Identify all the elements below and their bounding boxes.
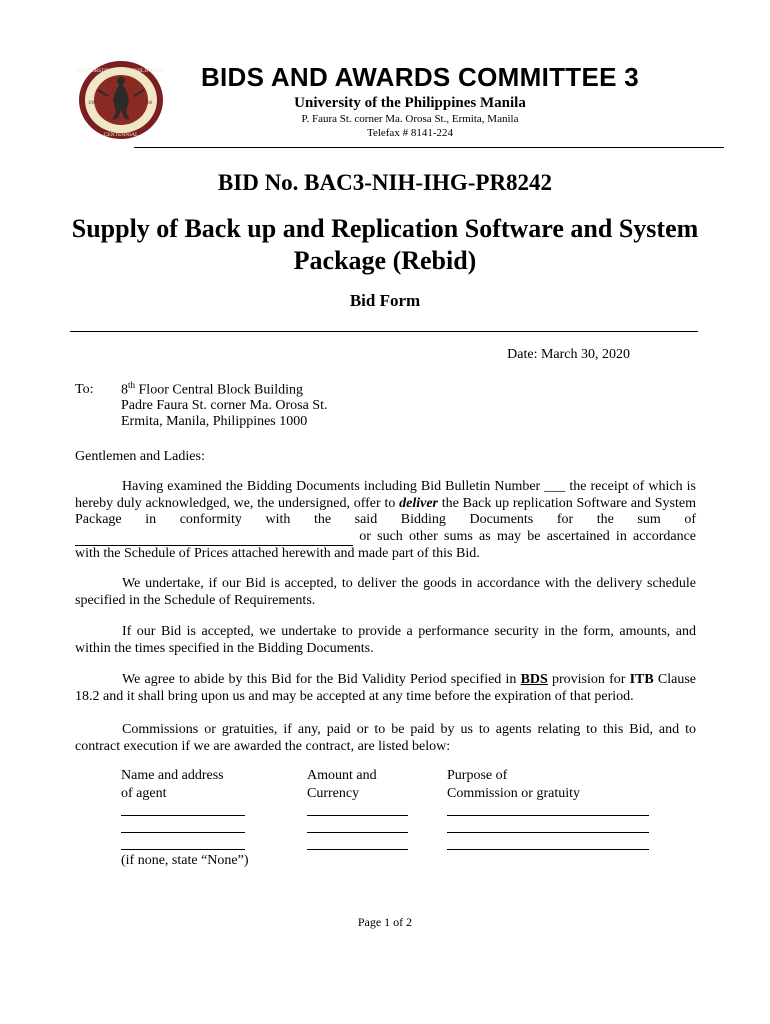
university-name: University of the Philippines Manila [294, 95, 526, 111]
document-date: Date: March 30, 2020 [507, 347, 630, 362]
seal-bottom-text: CENTENNIAL [103, 132, 139, 138]
seal-year-left: 1908 [88, 101, 98, 106]
paragraph-offer: Having examined the Bidding Documents including Bid Bulletin Number ___ the receipt of which is hereby duly acknowledged, we, the undersigned, offer to deliver the Back up replication Software and System Package in conformity with the said Bidding Documents for the sum of or such other sums as may be ascertained in accordance with the Schedule of Prices attached herewith and made part of this Bid. [75, 479, 697, 562]
purpose-blank-2[interactable] [447, 832, 649, 833]
address-line-1: 8th Floor Central Block Building [121, 380, 304, 398]
none-note: (if none, state “None”) [121, 853, 249, 868]
bid-number: BID No. BAC3-NIH-IHG-PR8242 [217, 170, 553, 195]
salutation: Gentlemen and Ladies: [75, 449, 205, 464]
paragraph-performance-security: If our Bid is accepted, we undertake to provide a performance security in the form, amounts, and within the times specified in the Bidding Documents. [75, 624, 696, 656]
title-divider [70, 331, 698, 332]
amount-blank-2[interactable] [307, 832, 408, 833]
header-divider [134, 147, 724, 148]
form-title: Bid Form [349, 291, 421, 310]
purpose-blank-3[interactable] [447, 849, 649, 850]
university-address: P. Faura St. corner Ma. Orosa St., Ermita, Manila [301, 113, 519, 125]
agent-blank-3[interactable] [121, 849, 245, 850]
agent-blank-2[interactable] [121, 832, 245, 833]
paragraph-commissions: Commissions or gratuities, if any, paid or to be paid by us to agents relating to this Bid, and to contract execution if we are awarded the contract, are listed below: [75, 722, 696, 754]
purpose-blank-1[interactable] [447, 815, 649, 816]
col-header-purpose: Purpose of Commission or gratuity [447, 768, 580, 801]
bid-amount-blank [75, 529, 353, 547]
agent-blank-1[interactable] [121, 815, 245, 816]
to-label: To: [75, 382, 94, 397]
page-number: Page 1 of 2 [357, 915, 413, 929]
paragraph-validity: We agree to abide by this Bid for the Bid Validity Period specified in BDS provision for ITB Clause 18.2 and it shall bring upon us and may be accepted at any time before the expiration of that period. [75, 672, 697, 704]
bid-subject: Supply of Back up and Replication Software and System Package (Rebid) [71, 214, 699, 275]
address-line-2: Padre Faura St. corner Ma. Orosa St. [121, 398, 328, 413]
paragraph-delivery: We undertake, if our Bid is accepted, to deliver the goods in accordance with the delivery schedule specified in the Schedule of Requirements. [75, 576, 696, 608]
address-line-3: Ermita, Manila, Philippines 1000 [121, 414, 308, 429]
committee-title: BIDS AND AWARDS COMMITTEE 3 [200, 62, 640, 92]
telefax: Telefax # 8141-224 [367, 127, 453, 139]
seal-year-right: 2008 [142, 101, 152, 106]
university-seal-logo [78, 60, 164, 140]
col-header-amount: Amount and Currency [307, 768, 377, 801]
amount-blank-3[interactable] [307, 849, 408, 850]
col-header-agent: Name and address of agent [121, 768, 224, 801]
seal-top-text: UNIVERSITY OF THE PHILIPPINES [78, 68, 164, 74]
amount-blank-1[interactable] [307, 815, 408, 816]
